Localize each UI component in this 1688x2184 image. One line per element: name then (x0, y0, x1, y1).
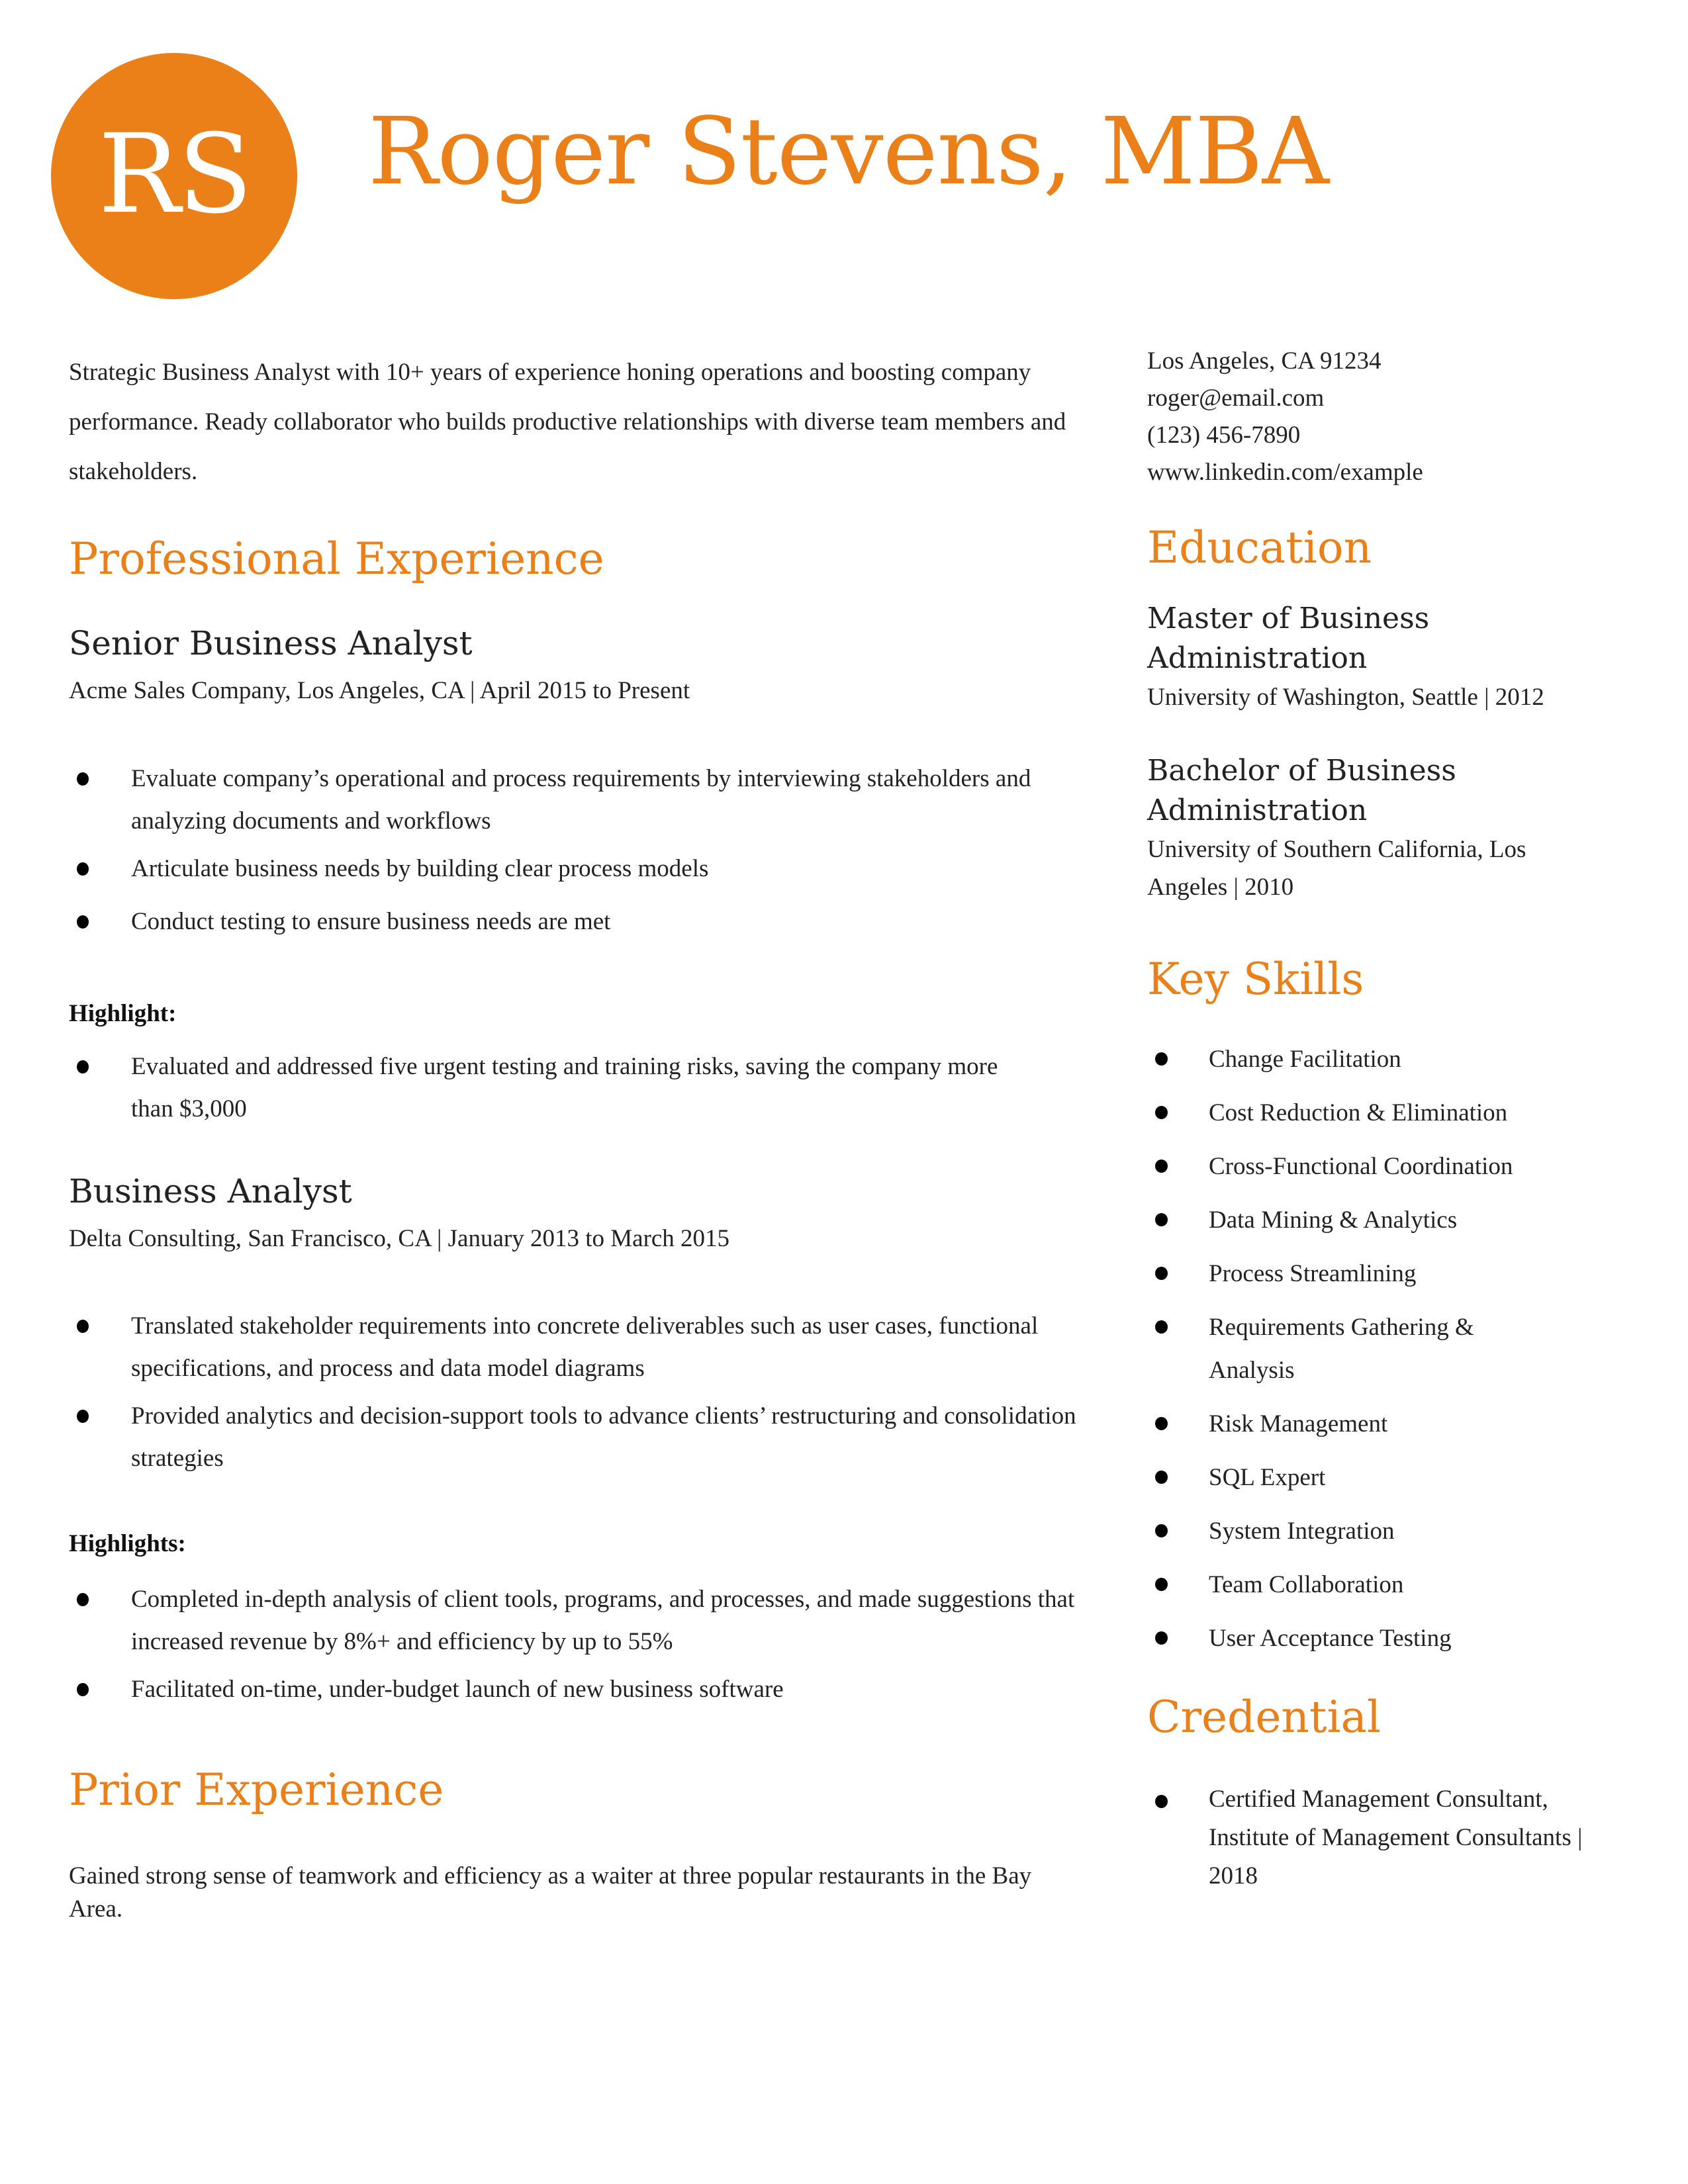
bullet-icon (1155, 1524, 1168, 1537)
list-item: Facilitated on-time, under-budget launch of new business software (69, 1668, 1088, 1711)
list-item: Articulate business needs by building clear process models (69, 848, 1042, 890)
list-item: Cost Reduction & Elimination (1147, 1091, 1611, 1134)
list-item: User Acceptance Testing (1147, 1617, 1611, 1660)
section-heading-prior-experience: Prior Experience (69, 1764, 444, 1815)
job-meta: Acme Sales Company, Los Angeles, CA | April 2015 to Present (69, 677, 690, 704)
school-info: University of Southern California, Los Angeles | 2010 (1147, 836, 1526, 901)
section-heading-education: Education (1147, 522, 1372, 573)
degree-title: Bachelor of Business Administration (1147, 754, 1456, 827)
credential-list (1147, 1780, 1624, 1906)
contact-phone: (123) 456-7890 (1147, 422, 1301, 449)
list-item: Provided analytics and decision-support tools to advance clients’ restructuring and consolidation strategies (69, 1395, 1088, 1480)
bullet-icon (77, 1410, 89, 1423)
list-item: Certified Management Consultant, Institute of Management Consultants | 2018 (1147, 1780, 1624, 1895)
bullet-icon (1155, 1417, 1168, 1430)
bullet-icon (77, 1060, 89, 1073)
contact-email[interactable]: roger@email.com (1147, 385, 1325, 412)
school-info: University of Washington, Seattle | 2012 (1147, 684, 1544, 711)
list-item: Data Mining & Analytics (1147, 1199, 1611, 1242)
highlights-list (69, 1046, 1042, 1130)
candidate-name: Roger Stevens, MBA (368, 98, 1329, 206)
bullet-icon (1155, 1578, 1168, 1591)
education-item (1147, 751, 1611, 906)
bullet-icon (1155, 1320, 1168, 1334)
bullet-icon (77, 772, 89, 786)
bullet-icon (1155, 1160, 1168, 1173)
list-item: Evaluated and addressed five urgent testing and training risks, saving the company more than $3,000 (69, 1046, 1042, 1130)
bullet-icon (1155, 1471, 1168, 1484)
list-item: Evaluate company’s operational and process requirements by interviewing stakeholders and analyzing documents and workflows (69, 758, 1042, 842)
bullet-icon (77, 1320, 89, 1333)
education-item (1147, 599, 1611, 716)
bullet-icon (1155, 1106, 1168, 1119)
list-item: Change Facilitation (1147, 1038, 1611, 1081)
bullet-icon (1155, 1267, 1168, 1280)
bullet-icon (77, 1593, 89, 1606)
list-item: Risk Management (1147, 1402, 1611, 1445)
professional-summary: Strategic Business Analyst with 10+ years of experience honing operations and boosting company performance. Ready collaborator who builds productive relationships with diverse team members and stakeholders. (69, 359, 1066, 485)
highlights-label: Highlights: (69, 1530, 186, 1557)
prior-experience-text: Gained strong sense of teamwork and efficiency as a waiter at three popular restaurants in the Bay Area. (69, 1862, 1032, 1923)
list-item: Conduct testing to ensure business needs are met (69, 901, 1042, 943)
degree-title: Master of Business Administration (1147, 602, 1430, 675)
contact-address: Los Angeles, CA 91234 (1147, 347, 1382, 375)
monogram-avatar (51, 53, 297, 299)
monogram-initials: RS (98, 110, 250, 238)
bullet-icon (77, 862, 89, 876)
job-title: Business Analyst (69, 1172, 352, 1210)
section-heading-professional-experience: Professional Experience (69, 533, 604, 584)
list-item: Process Streamlining (1147, 1252, 1611, 1295)
skills-list (1147, 1038, 1611, 1670)
list-item: SQL Expert (1147, 1456, 1611, 1499)
list-item: System Integration (1147, 1510, 1611, 1553)
job-title: Senior Business Analyst (69, 624, 473, 662)
list-item: Completed in-depth analysis of client tools, programs, and processes, and made suggestions that increased revenue by 8%+ and efficiency by up to 55% (69, 1578, 1088, 1663)
list-item: Team Collaboration (1147, 1563, 1611, 1606)
contact-linkedin[interactable]: www.linkedin.com/example (1147, 459, 1423, 486)
bullet-icon (77, 915, 89, 929)
job-duties-list (69, 758, 1042, 943)
bullet-icon (1155, 1631, 1168, 1645)
contact-block (1147, 343, 1637, 491)
section-heading-credential: Credential (1147, 1692, 1382, 1743)
highlight-label: Highlight: (69, 1000, 177, 1027)
list-item: Translated stakeholder requirements into concrete deliverables such as user cases, functional specifications, and process and data model diagrams (69, 1305, 1088, 1390)
section-heading-key-skills: Key Skills (1147, 954, 1364, 1005)
list-item: Requirements Gathering & Analysis (1147, 1306, 1507, 1392)
bullet-icon (1155, 1213, 1168, 1226)
job-meta: Delta Consulting, San Francisco, CA | January 2013 to March 2015 (69, 1225, 730, 1252)
bullet-icon (77, 1683, 89, 1696)
bullet-icon (1155, 1795, 1168, 1808)
list-item: Cross-Functional Coordination (1147, 1145, 1611, 1188)
bullet-icon (1155, 1052, 1168, 1066)
highlights-list (69, 1578, 1088, 1711)
job-duties-list (69, 1305, 1088, 1480)
